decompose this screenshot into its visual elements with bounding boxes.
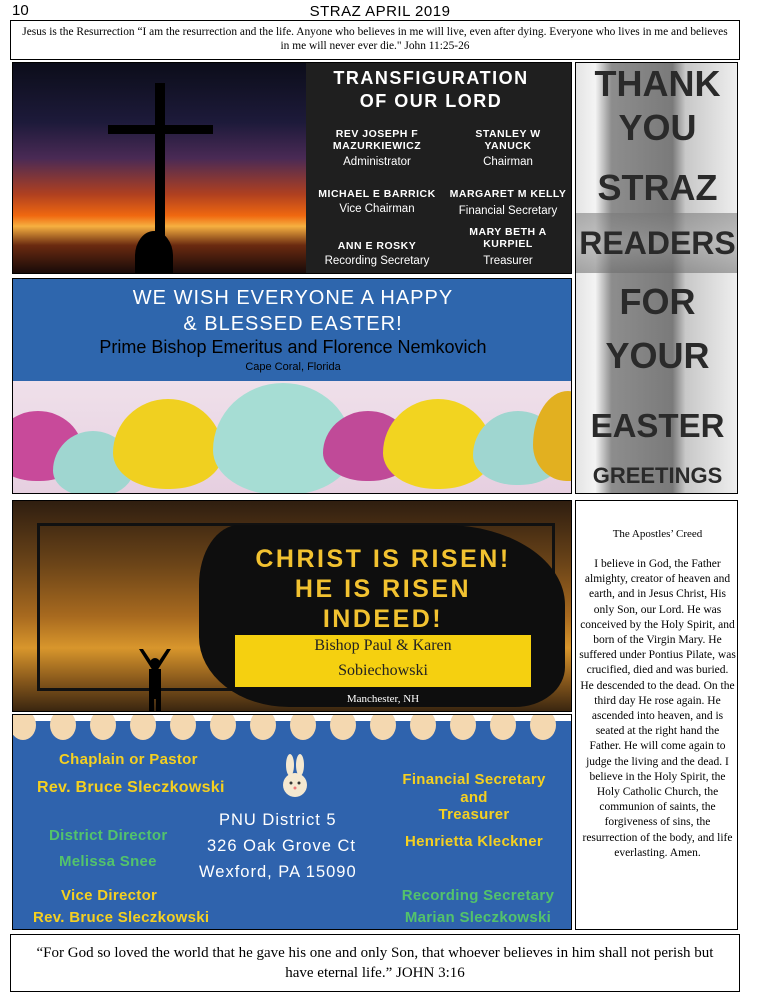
thanks-line: YOU (618, 107, 697, 148)
vice-director-name: Rev. Bruce Sleczkowski (33, 909, 210, 926)
officer-role: Recording Secretary (324, 255, 430, 267)
raised-arms-figure-icon (137, 649, 173, 712)
bottom-verse: “For God so loved the world that he gave his one and only Son, that whoever believes in him shall not perish but have eternal life.” JOHN 3:16 (10, 934, 740, 992)
bishop-location: Cape Coral, Florida (245, 361, 341, 373)
title-line-1: TRANSFIGURATION (333, 68, 529, 88)
thanks-line: FOR (619, 281, 696, 322)
thanks-line: THANK (594, 63, 721, 104)
address-line-3: Wexford, PA 15090 (199, 863, 357, 881)
cross-bar (108, 125, 213, 134)
transfiguration-title (306, 67, 556, 113)
risen-names-line-1: Bishop Paul & Karen (314, 637, 452, 654)
risen-location: Manchester, NH (346, 693, 420, 705)
financial-title-line-2: and (460, 789, 488, 806)
chaplain-title: Chaplain or Pastor (59, 751, 198, 768)
kneeling-figure (135, 231, 173, 274)
officer-role: Financial Secretary (458, 205, 558, 217)
transfiguration-info (306, 63, 572, 274)
financial-secretary-name: Henrietta Kleckner (405, 833, 543, 850)
top-verse: Jesus is the Resurrection “I am the resurrection and the life. Anyone who believes in me will live, even after dying. Everyone who lives in me and believes in me will never ever die." John 11:25-26 (10, 20, 740, 60)
recording-secretary-name: Marian Sleczkowski (404, 909, 552, 926)
chaplain-name: Rev. Bruce Sleczkowski (37, 779, 225, 796)
thanks-line: STRAZ (597, 167, 718, 208)
newsletter-title: STRAZ APRIL 2019 (309, 3, 451, 20)
officer-name: MARGARET M KELLY (449, 188, 567, 200)
easter-egg-border (13, 715, 572, 745)
financial-title-line-3: Treasurer (438, 806, 510, 823)
wish-line-2: & BLESSED EASTER! (183, 313, 403, 335)
risen-line-2: HE IS RISEN (294, 575, 472, 603)
risen-line-1: CHRIST IS RISEN! (255, 545, 511, 573)
bishop-names: Prime Bishop Emeritus and Florence Nemkovich (99, 337, 487, 357)
vice-director-title: Vice Director (61, 887, 158, 904)
officer-name: REV JOSEPH F MAZURKIEWICZ (332, 128, 422, 152)
easter-eggs-photo (13, 381, 572, 494)
officer-name: ANN E ROSKY (337, 240, 417, 252)
easter-banner (13, 279, 572, 381)
district-director-name: Melissa Snee (59, 853, 157, 870)
christ-is-risen-ad (12, 500, 572, 712)
financial-title-line-1: Financial Secretary (402, 771, 546, 788)
address-line-1: PNU District 5 (219, 811, 337, 829)
thanks-line: EASTER (590, 407, 725, 444)
thanks-line: READERS (579, 225, 736, 261)
district-ad (12, 714, 572, 930)
officer-role: Chairman (483, 156, 533, 168)
risen-line-3: INDEED! (322, 605, 444, 633)
district-director-title: District Director (49, 827, 168, 844)
wish-line-1: WE WISH EVERYONE A HAPPY (132, 287, 454, 309)
address-line-2: 326 Oak Grove Ct (207, 837, 356, 855)
recording-secretary-title: Recording Secretary (401, 887, 555, 904)
egg-icon (113, 399, 223, 489)
cross-sunset-photo (13, 63, 306, 274)
transfiguration-ad (12, 62, 572, 274)
risen-names-line-2: Sobiechowski (338, 662, 428, 679)
thanks-line: YOUR (605, 335, 710, 376)
page-number: 10 (12, 2, 29, 19)
creed-body: I believe in God, the Father almighty, creator of heaven and earth, and in Jesus Christ, His only Son, our Lord. He was conceived by the Holy Spirit, and born of the Virgin Mary. He suffered under Pontius Pilate, was crucified, died and was buried. He descended to the dead. On the third day He rose again. He ascended into heaven, and is seated at the right hand the Father. He will come again to judge the living and the dead. I believe in the Holy Spirit, the Holy Catholic Church, the communion of saints, the forgiveness of sins, the resurrection of the body, and life everlasting. Amen. (579, 558, 736, 859)
thank-you-ad (575, 62, 738, 494)
easter-wish-ad (12, 278, 572, 494)
apostles-creed (575, 500, 738, 930)
officer-name: MICHAEL E BARRICK (318, 188, 436, 200)
bunny-icon (281, 753, 309, 799)
officer-name: STANLEY W YANUCK (475, 128, 541, 152)
officer-role: Vice Chairman (339, 203, 415, 215)
officer-name: MARY BETH A KURPIEL (469, 226, 547, 250)
officer-role: Administrator (343, 156, 411, 168)
title-line-2: OF OUR LORD (359, 91, 503, 111)
officer-role: Treasurer (483, 255, 533, 267)
thanks-line: GREETINGS (592, 463, 723, 488)
creed-title: The Apostles’ Creed (612, 528, 703, 540)
